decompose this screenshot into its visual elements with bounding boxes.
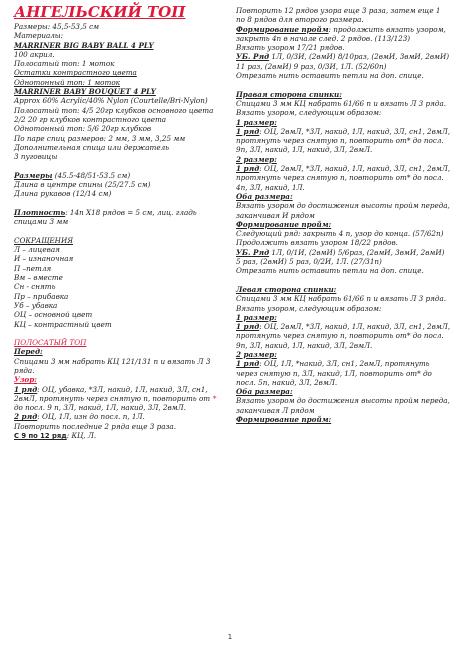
abbr-item: И – изнаночная	[14, 254, 74, 264]
abbr-title: СОКРАЩЕНИЯ	[14, 235, 74, 245]
yarn2-striped: Полосатый топ: 4/5 20гр клубков основного цвета	[14, 105, 214, 115]
yarn1-name: MARRINER BIG BABY BALL 4 PLY	[14, 40, 154, 50]
lb-s1-r1-label: 1 ряд	[236, 322, 260, 332]
left-back-title: Левая сторона спинки:	[236, 284, 337, 294]
lb-s2-r1-text: : ОЦ, 1Л, *накид, 3Л, сн1, 2вмЛ, протянуть через снятую п, 3Л, накид, 1Л, повторить от* до посл. 5п, накид, 3Л, 2вмЛ.	[236, 359, 432, 387]
rb-s1-r1-label: 1 ряд	[236, 126, 260, 136]
yarn1-striped: Полосатый топ: 1 моток	[14, 59, 115, 69]
ub-text: 1Л, 0/3И, (2вмИ) 8/10раз, (2вмИ, 3вмИ, 2вмИ) 11 раз, (2вмИ) 9 раз, 0/3И, 1Л. (52/60п)	[236, 52, 450, 71]
right-back-cont: Продолжить вязать узором 18/22 рядов.	[236, 238, 398, 248]
rows912-label: С 9 по 12 ряд	[14, 432, 67, 441]
right-column	[236, 0, 450, 424]
left-back-cast: Спицами 3 мм КЦ набрать 61/66 п и вязать Л 3 ряда.	[236, 294, 447, 304]
left-back-knit: Вязать узором, следующим образом:	[236, 303, 382, 313]
right-back-size1-row1	[236, 127, 450, 155]
sleeve-length: Длина рукавов (12/14 см)	[14, 189, 112, 199]
row2-label: 2 ряд	[14, 412, 38, 422]
row1-line	[14, 385, 227, 413]
right-back-both: Оба размера:	[236, 191, 293, 201]
lb-s2-r1-label: 1 ряд	[236, 359, 260, 369]
front-text: Спицами 3 мм набрать КЦ 121/131 п и вязать Л 3 ряда.	[14, 356, 211, 375]
repeat-pattern: Повторить 12 рядов узора еще 3 раза, затем еще 1 по 8 рядов для второго размера.	[236, 6, 441, 25]
rb-ub-text: 1Л, 0/1И, (2вмИ) 5/6раз, (2вмИ, 3вмИ, 2вмИ) 5 раз, (2вмИ) 5 раз, 0/2И, 1Л. (27/31п)	[236, 247, 445, 267]
ub-label: УБ. Ряд	[236, 52, 270, 62]
abbr-item: Л – лицевая	[14, 245, 60, 255]
yarn2-name: MARRINER BABY BOUQUET 4 PLY	[14, 87, 156, 97]
density-value: : 14п Х18 рядов = 5 см, лиц. гладь спицами 3 мм	[14, 207, 197, 227]
yarn2-composition: Approx 60% Acrylic/40% Nylon (Courtelle/Bri-Nylon)	[14, 96, 208, 106]
right-back-size1: 1 размер:	[236, 117, 277, 127]
back-length: Длина в центре спины (25/27.5 см)	[14, 180, 151, 190]
row1-label: 1 ряд	[14, 384, 38, 394]
yarn2-plain: Однотонный топ: 5/6 20гр клубков	[14, 124, 152, 134]
sizes-line: Размеры: 45,5-53,5 см	[14, 22, 100, 31]
row2-text: : ОЦ, 1Л, изн до посл. п, 1Л.	[37, 412, 145, 422]
left-back-size1: 1 размер:	[236, 312, 277, 322]
row2-line	[14, 412, 227, 421]
row1-text: : ОЦ, убавка, *3Л, накид, 1Л, накид, 3Л, сн1, 2вмЛ, протянуть через снятую п, повторить от	[14, 384, 211, 403]
ub-line	[236, 52, 450, 71]
left-column	[14, 0, 227, 441]
needles-line: По паре спиц размеров: 2 мм, 3 мм, 3,25 мм	[14, 133, 186, 143]
holder-line: Дополнительная спица или держатель	[14, 142, 170, 152]
row1-stars: *	[210, 393, 217, 403]
right-back-both-text: Вязать узором до достижения высоты пройм переда, заканчивая И рядом	[236, 201, 450, 220]
abbr-item: Уб – убавка	[14, 300, 58, 310]
left-back-both-text: Вязать узором до достижения высоты пройм переда, заканчивая Л рядом	[236, 396, 450, 415]
right-back-title: Правая сторона спинки:	[236, 89, 342, 99]
right-back-knit: Вязать узором, следующим образом:	[236, 108, 382, 118]
row1-text2: до посл. 9 п, 3Л, накид, 1Л, накид, 3Л, 2вмЛ.	[14, 403, 186, 413]
rb-s1-r1-text: : ОЦ, 2вмЛ, *3Л, накид, 1Л, накид, 3Л, сн1, 2вмЛ, протянуть через снятую п, повторить от* до посл. 9п, 3Л, накид, 1Л, накид, 3Л, 2вмЛ.	[236, 126, 451, 155]
left-back-form: Формирование пройм:	[236, 415, 332, 425]
right-back-cut: Отрезать нить оставить петли на доп. спице.	[236, 266, 424, 276]
abbr-item: КЦ – контрастный цвет	[14, 319, 112, 329]
knit17-line: Вязать узором 17/21 рядов.	[236, 43, 345, 53]
sizes-value: (45.5-48/51-53.5 см)	[52, 170, 131, 180]
striped-title: ПОЛОСАТЫЙ ТОП	[14, 338, 87, 348]
yarn2-contrast: 2/2 20 гр клубков контрастного цвета	[14, 114, 167, 124]
density-line	[14, 208, 227, 227]
buttons-line: 3 пуговицы	[14, 152, 58, 162]
left-back-size2-row1	[236, 359, 450, 387]
armhole-line	[236, 25, 450, 44]
right-back-cast: Спицами 3 мм КЦ набрать 61/66 п и вязать Л 3 ряда.	[236, 98, 447, 108]
abbr-item: ОЦ – основной цвет	[14, 310, 93, 320]
abbr-item: Пр – прибавка	[14, 291, 69, 301]
sizes-label: Размеры	[14, 170, 53, 180]
abbr-item: Сн - снять	[14, 282, 56, 292]
left-back-size2: 2 размер:	[236, 349, 277, 359]
abbr-item: Вм – вместе	[14, 273, 63, 283]
sizes-detail	[14, 171, 227, 180]
page-title: АНГЕЛЬСКИЙ ТОП	[14, 3, 186, 21]
rows912-text: : КЦ, Л.	[66, 431, 97, 441]
armhole-label: Формирование пройм	[236, 24, 329, 34]
cut-line-1: Отрезать нить оставить петли на доп. спице.	[236, 71, 424, 81]
right-back-ub	[236, 248, 450, 267]
yarn1-rest: Остатки контрастного цвета	[14, 68, 137, 78]
materials-label: Материалы:	[14, 31, 64, 41]
right-back-form: Формирование пройм:	[236, 219, 332, 229]
rb-ub-label: УБ. Ряд	[236, 247, 270, 257]
page-number: 1	[227, 633, 233, 641]
right-back-size2: 2 размер:	[236, 154, 277, 164]
repeat-line: Повторить последние 2 ряда еще 3 раза.	[14, 421, 176, 431]
left-back-both: Оба размера:	[236, 387, 293, 397]
yarn1-composition: 100 акрил.	[14, 49, 55, 59]
right-back-form-text: Следующий ряд: закрыть 4 п, узор до конца. (57/62п)	[236, 229, 444, 239]
lb-s1-r1-text: : ОЦ, 2вмЛ, *3Л, накид, 1Л, накид, 3Л, сн1, 2вмЛ, протянуть через снятую п, повторить от* до посл. 9п, 3Л, накид, 1Л, накид, 3Л, 2вмЛ.	[236, 322, 451, 350]
rows912-line	[14, 431, 227, 441]
rb-s2-r1-text: : ОЦ, 2вмЛ, *3Л, накид, 1Л, накид, 3Л, сн1, 2вмЛ, протянуть через снятую п, повторить от* до посл. 4п, 3Л, накид, 1Л.	[236, 164, 451, 192]
yarn1-plain: Однотонный топ: 1 моток	[14, 77, 120, 87]
armhole-text: : продолжить вязать узором, закрыть 4п в начале след. 2 рядов. (113/123)	[236, 24, 446, 43]
right-back-size2-row1	[236, 164, 450, 192]
rb-s2-r1-label: 1 ряд	[236, 164, 260, 174]
front-label: Перед:	[14, 347, 43, 357]
abbr-item: П –петля	[14, 263, 52, 273]
left-back-size1-row1	[236, 322, 450, 350]
density-label: Плотность	[14, 207, 66, 217]
pattern-label: Узор:	[14, 375, 37, 385]
